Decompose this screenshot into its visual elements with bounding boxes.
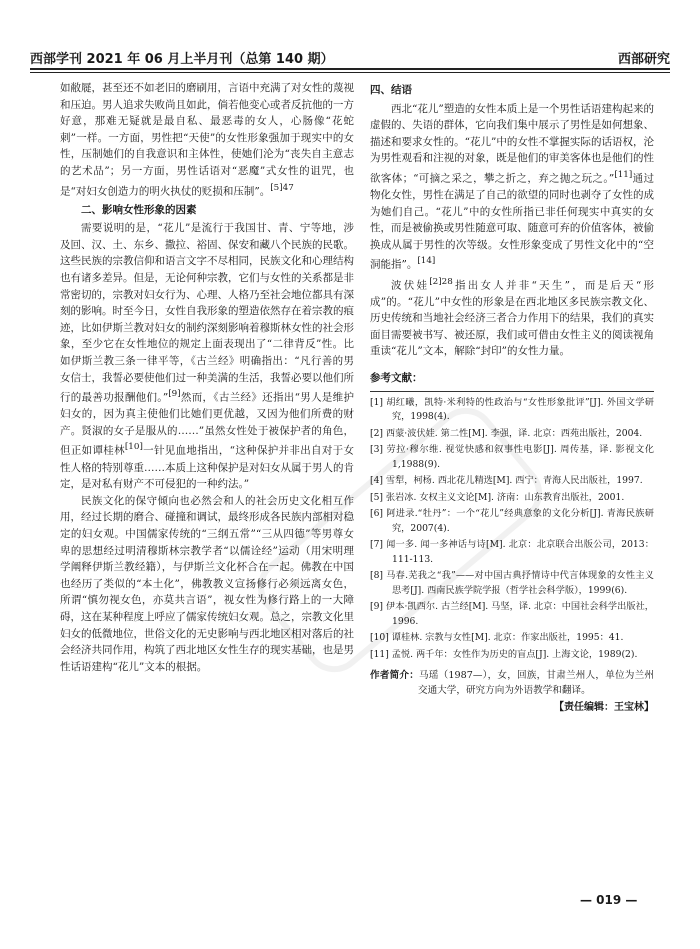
page-header: [30, 44, 670, 70]
reference-item: [6] 阿进录.“牡丹”：一个“花儿”经典意象的文化分析[J]. 青海民族研究，2007(4).: [370, 508, 654, 534]
paragraph: 西北“花儿”塑造的女性本质上是一个男性话语建构起来的虚假的、失语的群体，它向我们集中展示了男性是如何想象、描述和要求女性的。“花儿”中的女性不掌握实际的话语权，沦为男性观看和注视的对象，既是他们的审美客体也是他们的性欲客体；“可摘之采之，攀之折之，弃之抛之玩之。”[11]通过物化女性，男性在满足了自己的欲望的同时也剥夺了女性的成为她们自己。“花儿”中的女性所指已非任何现实中真实的女性，而是被偷换或男性随意可取、随意可弃的价值客体，被偷换成从属于男性的次等级。女性形象变成了男性文化中的“空洞能指”。[14]: [370, 102, 654, 271]
left-column: [60, 80, 354, 675]
references-heading: 参考文献：: [370, 372, 423, 384]
reference-item: [9] 伊本·凯西尔. 古兰经[M]. 马坚，译. 北京：中国社会科学出版社，1996.: [370, 601, 654, 627]
paragraph: 需要说明的是，“花儿”是流行于我国甘、青、宁等地，涉及回、汉、土、东乡、撒拉、裕固、保安和藏八个民族的民歌。这些民族的宗教信仰和语言文字不尽相同，民族文化和心理结构也有诸多差异。但是，无论何种宗教，它们与女性的关系都是非常密切的，宗教对妇女行为、心理、人格乃至社会地位都具有深刻的影响。时至今日，女性自我形象的塑造依然存在着宗教的痕迹，比如伊斯兰教对妇女的制约深刻影响着穆斯林女性的社会形象，至少它在女性地位的规定上面表现出了“二律背反”性。比如伊斯兰教三条一律平等，《古兰经》明确指出：“凡行善的男女信士，我誓必要使他们过一种美满的生活，我誓必要以他们所行的最善功报酬他们。”[9]然而，《古兰经》还指出“男人是维护妇女的，因为真主使他们比她们更优越，又因为他们所费的财产。贤淑的女子是服从的……”虽然女性处于被保护者的角色，但正如谭桂林[10]一针见血地指出，“这种保护并非出自对于女性人格的特别尊重……本质上这种保护是对妇女从属于男人的肯定，是对私有财产不可侵犯的一种约法。”: [60, 222, 355, 491]
paragraph: 民族文化的保守倾向也必然会和人的社会历史文化相互作用，经过长期的磨合、碰撞和调试，最终形成各民族内部相对稳定的妇女观。中国儒家传统的“三纲五常”“三从四德”等男尊女卑的思想经过明清穆斯林宗教学者“以儒诠经”运动（用宋明理学阐释伊斯兰教经籍），与伊斯兰文化杯合在一起。佛教在中国也经历了类似的“本土化”，佛教教义宣扬修行必须远离女色，所谓“慎勿视女色，亦莫共言语”，视女性为修行路上的一大障碍，这在某种程度上呼应了儒家传统妇女观。总之，宗教文化里妇女的低微地位，世俗文化的无史影响与西北地区相对落后的社会经济共同作用，构筑了西北地区女性生存的现实基础，也是男性话语建构“花儿”文本的根据。: [60, 494, 354, 673]
reference-item: [1] 胡红曦，凯特·米利特的性政治与“女性形象批评”[J]. 外国文学研究，1998(4).: [370, 396, 654, 423]
reference-item: [5] 张岩冰. 女权主义文论[M]. 济南：山东教育出版社，2001.: [370, 491, 625, 503]
reference-item: [2] 西蒙·波伏娃. 第二性[M]. 李强，译. 北京：西苑出版社，2004.: [370, 427, 643, 439]
header-rule-thick: [30, 68, 670, 70]
header-rule-thin: [30, 72, 670, 73]
reference-item: [10] 谭桂林. 宗教与女性[M]. 北京：作家出版社，1995：41.: [370, 632, 624, 644]
references-list: [370, 396, 654, 663]
paragraph: 波伏娃$^{[2]28}$指出女人并非“天生”，而是后天“形成”的。“花儿”中女性的形象是在西北地区多民族宗教文化、历史传统和当地社会经济三者合力作用下的结果，我们的真实面目需要被书写、被还原，我们或可借由女性主义的阅读视角重读“花儿”文本，解除“封印”的女性力量。: [370, 276, 654, 358]
paragraph: 如敝屣，甚至还不如老旧的磨刷用，言语中充满了对女性的蔑视和压迫。男人追求失败尚且如此，倘若他变心或者反抗他的一方好意，那难无疑就是最自私、最恶毒的女人，心肠像“花蛇刺”一样。一方面，男性把“天使”的女性形象强加于现实中的女性，压制她们的自我意识和主体性，使她们沦为“丧失自主意志的艺术品”；另一方面，男性话语对“恶魔”式女性的诅咒，也是“对妇女创造力的明火执仗的贬损和压制”。$^{[5]47}$: [60, 82, 354, 198]
author-bio: 作者简介：马瑶（1987—），女，回族，甘肃兰州人，单位为兰州交通大学，研究方向为外语教学和翻译。: [370, 670, 654, 697]
reference-item: [7] 闻一多. 闻一多神话与诗[M]. 北京：北京联合出版公司，2013：111-113.: [370, 539, 654, 565]
editor-credit: 【责任编辑：王宝林】: [554, 702, 654, 714]
right-column: [370, 80, 654, 717]
reference-item: [11] 孟悦. 两千年：女性作为历史的盲点[J]. 上海文论，1989(2).: [370, 648, 638, 660]
reference-item: [3] 劳拉·穆尔维. 视觉快感和叙事性电影[J]. 周传基，译. 影视文化 1,1988(9).: [370, 444, 654, 470]
journal-title: 西部学刊 2021 年 06 月上半月刊（总第 140 期）: [30, 52, 334, 67]
section-heading: 二、影响女性形象的因素: [81, 203, 197, 216]
page-number: — 019 —: [580, 893, 638, 907]
references-rule: [370, 391, 654, 392]
reference-item: [8] 马春.芜我之“我”——对中国古典抒情诗中代言体现象的女性主义思考[J]. 西南民族学院学报（哲学社会科学版），1999(6).: [370, 570, 654, 596]
reference-item: [4] 雪犁，柯杨. 西北花儿精选[M]. 西宁：青海人民出版社，1997.: [370, 475, 643, 487]
section-heading: 四、结语: [370, 84, 412, 96]
section-title: 西部研究: [617, 52, 670, 67]
